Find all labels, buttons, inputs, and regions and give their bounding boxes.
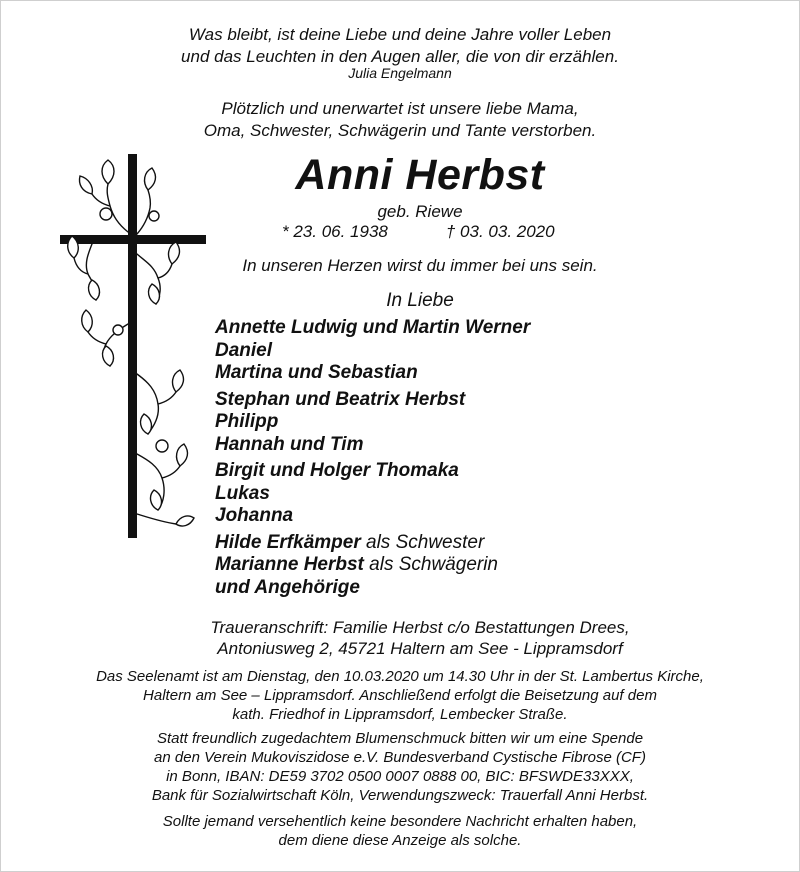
mourner-line: Daniel <box>215 339 273 361</box>
life-dates <box>282 222 555 242</box>
relative-name: und Angehörige <box>215 576 360 598</box>
intro-line: Plötzlich und unerwartet ist unsere liebe Mama, <box>221 99 579 118</box>
relative-line <box>215 554 530 577</box>
quote <box>0 24 800 68</box>
memorial-saying: In unseren Herzen wirst du immer bei uns sein. <box>242 256 598 275</box>
notice-line: dem diene diese Anzeige als solche. <box>278 832 522 849</box>
mourner-line: Martina und Sebastian <box>215 362 418 383</box>
relative-name: Hilde Erfkämper <box>215 531 361 553</box>
notice-line: Sollte jemand versehentlich keine besondere Nachricht erhalten haben, <box>162 813 638 830</box>
mourner-group <box>215 389 530 457</box>
relative-name: Marianne Herbst <box>215 554 364 575</box>
intro-line: Oma, Schwester, Schwägerin und Tante verstorben. <box>203 121 597 140</box>
service-line: kath. Friedhof in Lippramsdorf, Lembecker Straße. <box>232 706 568 723</box>
donation-info <box>0 729 800 805</box>
donation-line: Bank für Sozialwirtschaft Köln, Verwendungszweck: Trauerfall Anni Herbst. <box>151 787 649 804</box>
mourning-address <box>120 617 720 659</box>
quote-author: Julia Engelmann <box>348 65 452 81</box>
mourner-group <box>215 317 530 385</box>
donation-line: Statt freundlich zugedachtem Blumenschmuck bitten wir um eine Spende <box>156 730 644 747</box>
mourner-line: Birgit und Holger Thomaka <box>215 460 459 481</box>
announcement-intro <box>0 98 800 142</box>
mourner-line: Johanna <box>215 505 294 526</box>
death-date: † 03. 03. 2020 <box>445 222 555 241</box>
birth-name: geb. Riewe <box>377 202 463 221</box>
service-info <box>0 667 800 724</box>
mourner-line: Philipp <box>215 411 279 432</box>
mourner-line: Stephan und Beatrix Herbst <box>215 388 466 410</box>
quote-line: Was bleibt, ist deine Liebe und deine Jahre voller Leben <box>188 25 612 44</box>
service-line: Das Seelenamt ist am Dienstag, den 10.03.2020 um 14.30 Uhr in der St. Lambertus Kirche, <box>96 668 704 685</box>
closing-notice <box>0 812 800 850</box>
address-line: Traueranschrift: Familie Herbst c/o Bestattungen Drees, <box>210 618 630 637</box>
in-love-label: In Liebe <box>386 290 454 311</box>
deceased-name: Anni Herbst <box>295 151 545 199</box>
relative-line <box>215 577 530 600</box>
mourner-line: Lukas <box>215 482 270 504</box>
relative-relation: als Schwägerin <box>363 554 498 575</box>
birth-date: * 23. 06. 1938 <box>282 222 388 241</box>
donation-line: in Bonn, IBAN: DE59 3702 0500 0007 0888 00, BIC: BFSWDE33XXX, <box>166 768 634 785</box>
relative-relation: als Schwester <box>360 531 485 553</box>
service-line: Haltern am See – Lippramsdorf. Anschließend erfolgt die Beisetzung auf dem <box>143 687 657 704</box>
quote-line: und das Leuchten in den Augen aller, die von dir erzählen. <box>181 47 619 66</box>
mourner-line: Annette Ludwig und Martin Werner <box>215 317 531 338</box>
relative-line <box>215 532 530 555</box>
donation-line: an den Verein Mukoviszidose e.V. Bundesverband Cystische Fibrose (CF) <box>154 749 646 766</box>
address-line: Antoniusweg 2, 45721 Haltern am See - Lippramsdorf <box>217 639 623 658</box>
relatives-group <box>215 532 530 600</box>
mourner-group <box>215 460 530 528</box>
mourner-line: Hannah und Tim <box>215 433 364 455</box>
mourners-list <box>215 317 530 603</box>
